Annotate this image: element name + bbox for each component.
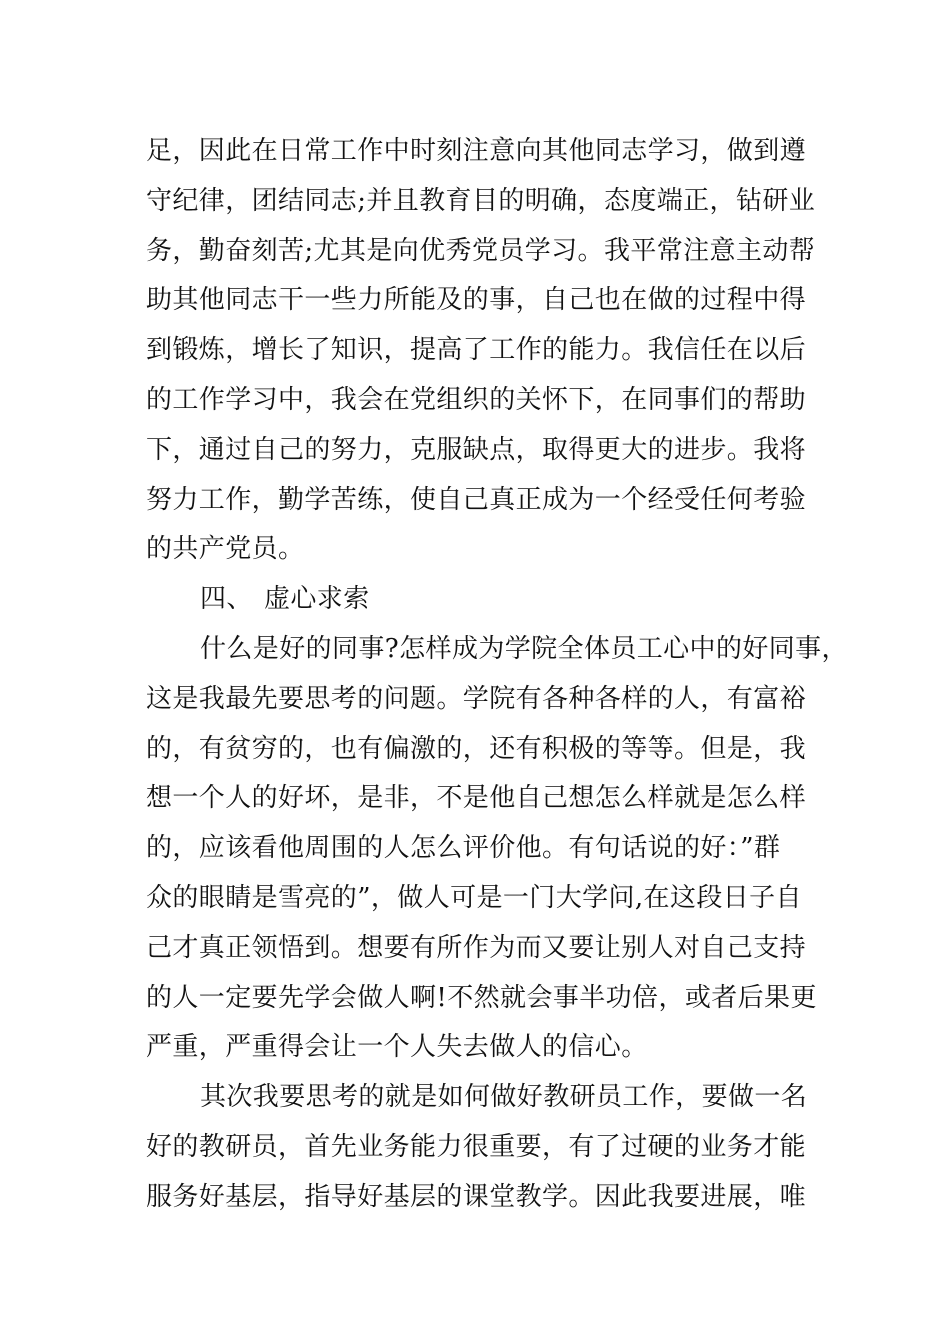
text-line: 守纪律，团结同志;并且教育目的明确，态度端正，钻研业: [146, 185, 816, 216]
text-line: 务，勤奋刻苦;尤其是向优秀党员学习。我平常注意主动帮: [146, 235, 816, 266]
section-heading: [146, 575, 822, 625]
document-body: [146, 127, 848, 1223]
text-line: 的，有贫穷的，也有偏激的，还有积极的等等。但是，我: [146, 733, 807, 764]
text-line: 的人一定要先学会做人啊!不然就会事半功倍，或者后果更: [146, 982, 817, 1013]
text-line: 想一个人的好坏，是非，不是他自己想怎么样就是怎么样: [146, 783, 807, 814]
text-line: 这是我最先要思考的问题。学院有各种各样的人，有富裕: [146, 683, 807, 714]
text-line: 严重，严重得会让一个人失去做人的信心。: [146, 1032, 648, 1063]
text-line: 好的教研员，首先业务能力很重要，有了过硬的业务才能: [146, 1131, 807, 1162]
text-line: 助其他同志干一些力所能及的事，自己也在做的过程中得: [146, 285, 807, 316]
text-line: 服务好基层，指导好基层的课堂教学。因此我要进展，唯: [146, 1181, 807, 1212]
text-line: 到锻炼，增长了知识，提高了工作的能力。我信任在以后: [146, 335, 807, 366]
paragraph-3: [146, 1073, 822, 1222]
section-title: 虚心求索: [264, 584, 370, 615]
paragraph-2: [146, 625, 848, 1073]
text-line: 的，应该看他周围的人怎么评价他。有句话说的好：”群: [146, 833, 781, 864]
paragraph-1: [146, 127, 822, 575]
text-line: 足，因此在日常工作中时刻注意向其他同志学习，做到遵: [146, 136, 807, 166]
text-line: 的工作学习中，我会在党组织的关怀下，在同事们的帮助: [146, 384, 807, 415]
text-line: 己才真正领悟到。想要有所作为而又要让别人对自己支持: [146, 932, 807, 963]
text-line: 努力工作，勤学苦练，使自己真正成为一个经受任何考验: [146, 484, 807, 515]
text-line: 下，通过自己的努力，克服缺点，取得更大的进步。我将: [146, 434, 807, 465]
text-line: 众的眼睛是雪亮的”，做人可是一门大学问,在这段日子自: [146, 882, 802, 913]
text-line: 的共产党员。: [146, 534, 305, 565]
text-line: 什么是好的同事?怎样成为学院全体员工心中的好同事，: [200, 633, 848, 664]
text-line: 其次我要思考的就是如何做好教研员工作，要做一名: [200, 1082, 808, 1113]
section-number: 四、: [200, 584, 253, 615]
